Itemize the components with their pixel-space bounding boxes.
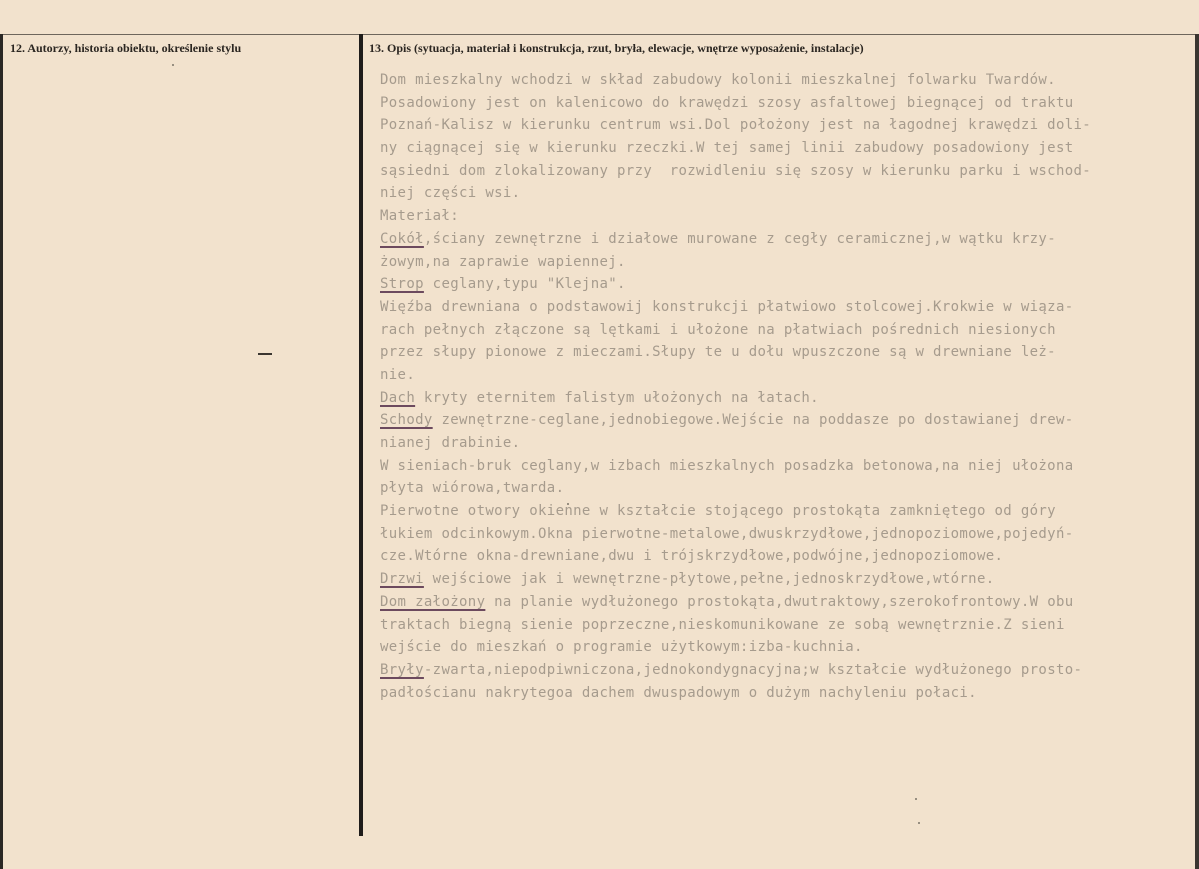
description-line bbox=[380, 228, 1192, 251]
underlined-heading: Schody bbox=[380, 412, 433, 429]
description-line bbox=[380, 114, 1192, 137]
underlined-heading: Cokół bbox=[380, 230, 424, 247]
line-text: zewnętrzne-ceglane,jednobiegowe.Wejście na poddasze po dostawianej drew- bbox=[432, 412, 1074, 429]
line-text: Więźba drewniana o podstawowij konstrukcji płatwiowo stolcowej.Krokwie w wiąza- bbox=[380, 298, 1074, 315]
description-line bbox=[380, 636, 1192, 659]
description-line bbox=[380, 455, 1192, 478]
line-text: Poznań-Kalisz w kierunku centrum wsi.Dol położony jest na łagodnej krawędzi doli- bbox=[380, 117, 1092, 134]
top-border bbox=[0, 34, 1199, 35]
description-line bbox=[380, 614, 1192, 637]
stray-dash-mark bbox=[258, 353, 272, 355]
description-line bbox=[380, 160, 1192, 183]
speck-mark bbox=[915, 798, 917, 800]
description-line bbox=[380, 659, 1192, 682]
description-line bbox=[380, 387, 1192, 410]
line-text: kryty eternitem falistym ułożonych na łatach. bbox=[415, 389, 819, 406]
speck-mark bbox=[918, 822, 920, 824]
line-text: Dom mieszkalny wchodzi w skład zabudowy kolonii mieszkalnej folwarku Twardów. bbox=[380, 72, 1056, 88]
description-line bbox=[380, 92, 1192, 115]
line-text: traktach biegną sienie poprzeczne,nieskomunikowane ze sobą wewnętrznie.Z sieni bbox=[380, 616, 1065, 633]
description-line bbox=[380, 319, 1192, 342]
field-13-label: 13. Opis (sytuacja, materiał i konstrukcja, rzut, bryła, elewacje, wnętrze wyposażenie, instalacje) bbox=[369, 41, 864, 55]
description-line bbox=[380, 545, 1192, 568]
field-12-label: 12. Autorzy, historia obiektu, określenie stylu bbox=[10, 41, 242, 55]
line-text: wejście do mieszkań o programie użytkowym:izba-kuchnia. bbox=[380, 639, 863, 656]
description-line bbox=[380, 500, 1192, 523]
underlined-heading: Bryły bbox=[380, 661, 424, 678]
underlined-heading: Strop bbox=[380, 276, 424, 293]
description-line bbox=[380, 296, 1192, 319]
description-line bbox=[380, 205, 1192, 228]
description-line bbox=[380, 137, 1192, 160]
line-text: nianej drabinie. bbox=[380, 435, 521, 451]
line-text: przez słupy pionowe z mieczami.Słupy te u dołu wpuszczone są w drewniane leż- bbox=[380, 344, 1056, 361]
description-line bbox=[380, 568, 1192, 591]
description-line bbox=[380, 591, 1192, 614]
description-line bbox=[380, 182, 1192, 205]
line-text: niej części wsi. bbox=[380, 185, 521, 202]
right-border bbox=[1195, 34, 1199, 869]
underlined-heading: Dach bbox=[380, 389, 416, 406]
line-text: żowym,na zaprawie wapiennej. bbox=[380, 253, 626, 270]
line-text: padłościanu nakrytegoa dachem dwuspadowym o dużym nachyleniu połaci. bbox=[380, 684, 977, 701]
line-text: na planie wydłużonego prostokąta,dwutraktowy,szerokofrontowy.W obu bbox=[485, 593, 1074, 610]
line-text: sąsiedni dom zlokalizowany przy rozwidleniu się szosy w kierunku parku i wschod- bbox=[380, 162, 1092, 179]
line-text: rach pełnych złączone są lętkami i ułożone na płatwiach pośrednich niesionych bbox=[380, 321, 1056, 338]
line-text: Materiał: bbox=[380, 208, 460, 225]
line-text: Pierwotne otwory okienne w kształcie stojącego prostokąta zamkniętego od góry bbox=[380, 503, 1056, 520]
description-line bbox=[380, 69, 1192, 92]
description-line bbox=[380, 477, 1192, 500]
description-line bbox=[380, 409, 1192, 432]
description-text bbox=[380, 69, 1192, 704]
line-text: płyta wiórowa,twarda. bbox=[380, 480, 565, 497]
description-line bbox=[380, 682, 1192, 705]
description-line bbox=[380, 523, 1192, 546]
left-border bbox=[0, 34, 3, 869]
line-text: wejściowe jak i wewnętrzne-płytowe,pełne,jednoskrzydłowe,wtórne. bbox=[423, 571, 995, 588]
speck-mark bbox=[172, 64, 174, 66]
line-text: W sieniach-bruk ceglany,w izbach mieszkalnych posadzka betonowa,na niej ułożona bbox=[380, 457, 1074, 474]
line-text: ceglany,typu "Klejna". bbox=[423, 276, 626, 293]
line-text: -zwarta,niepodpiwniczona,jednokondygnacyjna;w kształcie wydłużonego prosto- bbox=[423, 661, 1083, 678]
description-line bbox=[380, 364, 1192, 387]
description-line bbox=[380, 432, 1192, 455]
line-text: ny ciągnącej się w kierunku rzeczki.W tej samej linii zabudowy posadowiony jest bbox=[380, 140, 1074, 157]
line-text: cze.Wtórne okna-drewniane,dwu i trójskrzydłowe,podwójne,jednopoziomowe. bbox=[380, 548, 1004, 565]
line-text: Posadowiony jest on kalenicowo do krawędzi szosy asfaltowej biegnącej od traktu bbox=[380, 94, 1074, 111]
underlined-heading: Drzwi bbox=[380, 571, 424, 588]
underlined-heading: Dom założony bbox=[380, 593, 486, 610]
line-text: ,ściany zewnętrzne i działowe murowane z cegły ceramicznej,w wątku krzy- bbox=[423, 230, 1056, 247]
line-text: nie. bbox=[380, 366, 416, 383]
column-divider bbox=[359, 34, 363, 836]
description-line bbox=[380, 251, 1192, 274]
description-line bbox=[380, 341, 1192, 364]
description-line bbox=[380, 273, 1192, 296]
line-text: łukiem odcinkowym.Okna pierwotne-metalowe,dwuskrzydłowe,jednopoziomowe,pojedyń- bbox=[380, 525, 1074, 542]
